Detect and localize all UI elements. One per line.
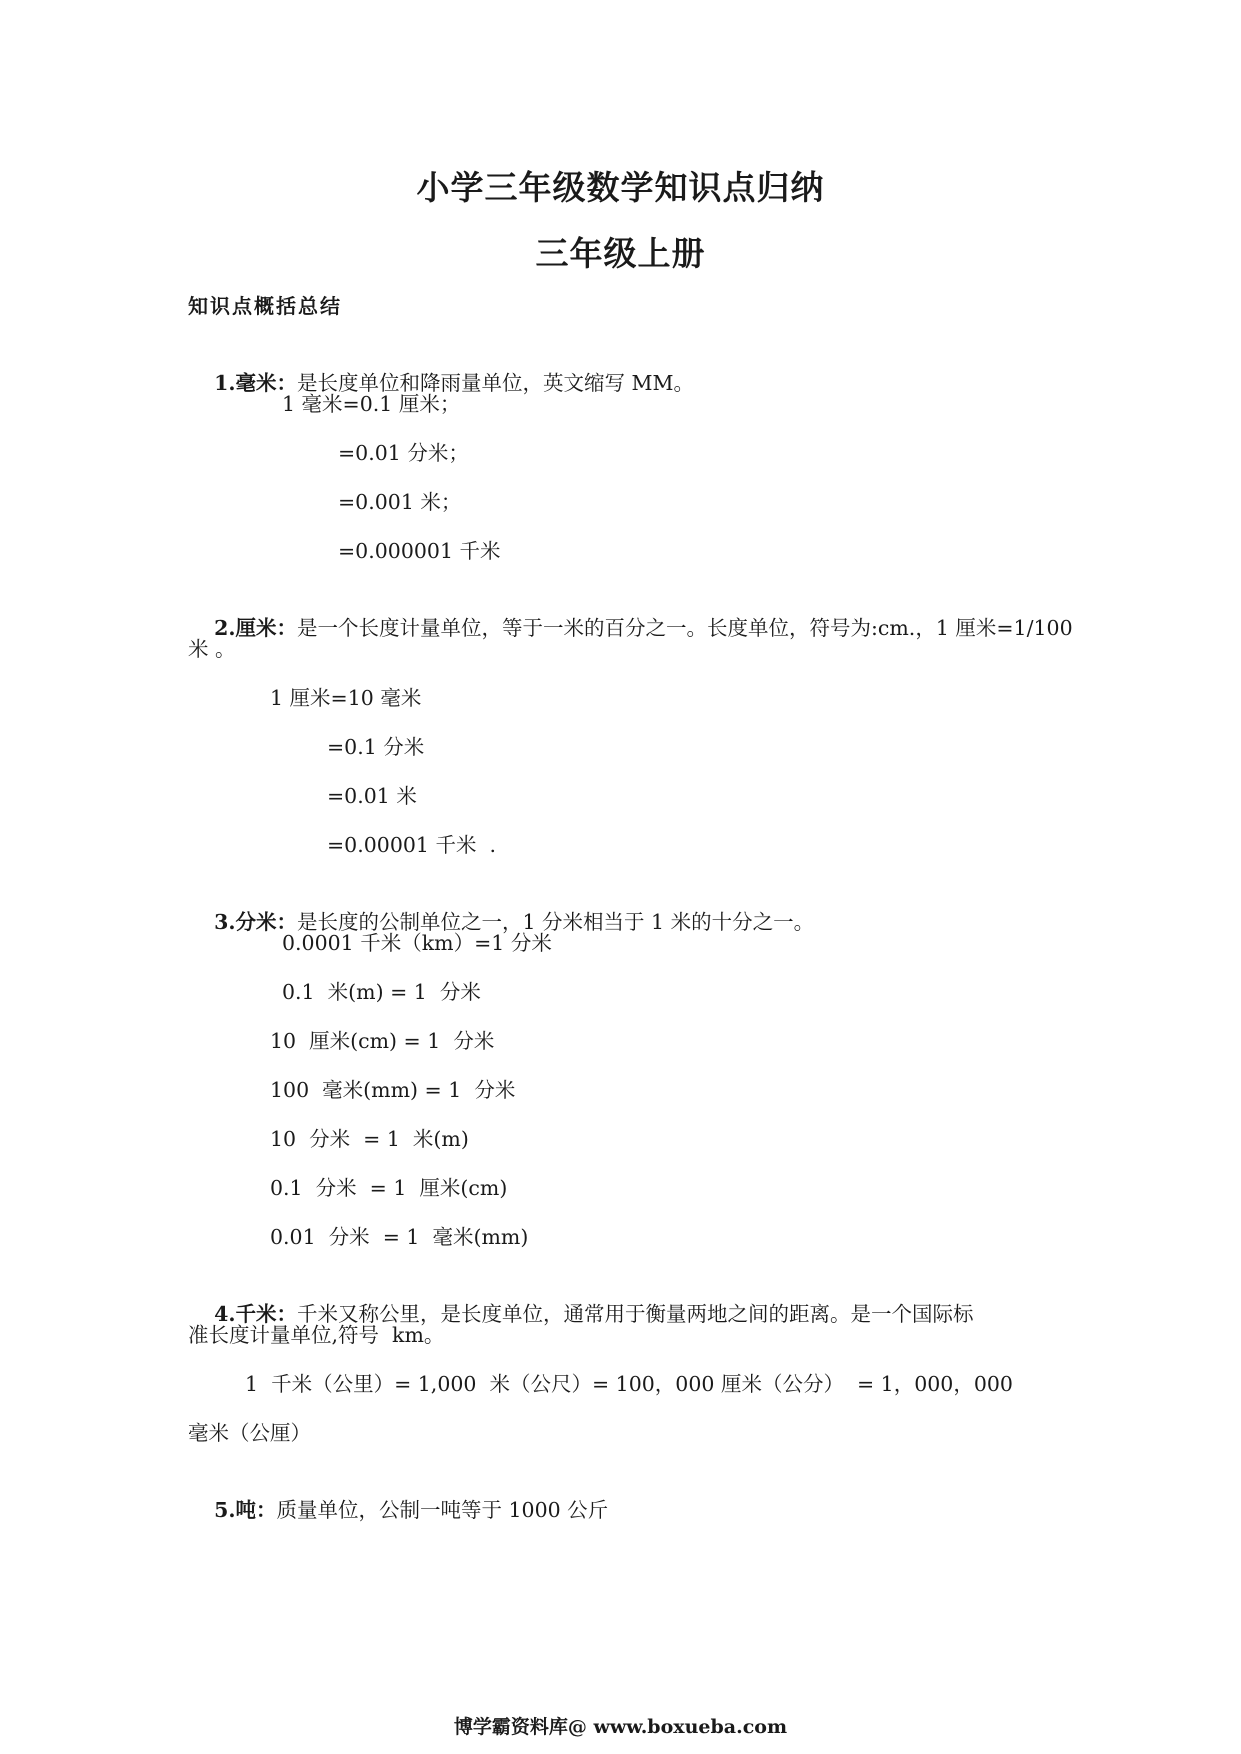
conversion-line: 1 千米（公里）= 1,000 米（公尺）= 100，000 厘米（公分） = 1，000，000 — [245, 1372, 1013, 1396]
conversion-line: =0.001 米； — [338, 490, 462, 514]
item-cm — [188, 586, 1073, 670]
item-term: 2.厘米： — [214, 616, 297, 640]
footer-watermark[interactable]: 博学霸资料库@ www.boxueba.com — [453, 1716, 788, 1738]
item-ton — [188, 1468, 608, 1552]
conversion-line: =0.1 分米 — [327, 735, 425, 759]
item-term: 1.毫米： — [214, 371, 297, 395]
conversion-line: =0.01 分米； — [338, 441, 469, 465]
item-desc: 是长度的公制单位之一，1 分米相当于 1 米的十分之一。 — [296, 910, 815, 934]
conversion-line: 1 毫米=0.1 厘米； — [282, 392, 461, 416]
conversion-line: =0.01 米 — [327, 784, 417, 808]
item-desc: 千米又称公里，是长度单位，通常用于衡量两地之间的距离。是一个国际标 — [296, 1302, 974, 1326]
conversion-line: 10 厘米(cm) = 1 分米 — [270, 1029, 495, 1053]
conversion-line: =0.00001 千米 . — [327, 833, 497, 857]
item-desc-continued: 米 。 — [188, 637, 236, 661]
item-desc: 是一个长度计量单位，等于一米的百分之一。长度单位，符号为:cm.，1 厘米=1/100 — [296, 616, 1073, 640]
page-subtitle: 三年级上册 — [535, 234, 706, 273]
item-desc-continued: 准长度计量单位,符号 km。 — [188, 1323, 445, 1347]
page-title: 小学三年级数学知识点归纳 — [416, 168, 825, 207]
conversion-line: 0.1 米(m) = 1 分米 — [282, 980, 481, 1004]
section-heading: 知识点概括总结 — [188, 294, 342, 318]
conversion-line: 10 分米 = 1 米(m) — [270, 1127, 469, 1151]
item-desc: 质量单位，公制一吨等于 1000 公斤 — [276, 1498, 609, 1522]
conversion-line: 1 厘米=10 毫米 — [270, 686, 422, 710]
conversion-line: =0.000001 千米 — [338, 539, 501, 563]
conversion-line: 毫米（公厘） — [188, 1421, 311, 1445]
conversion-line: 100 毫米(mm) = 1 分米 — [270, 1078, 516, 1102]
conversion-line: 0.1 分米 = 1 厘米(cm) — [270, 1176, 508, 1200]
conversion-line: 0.0001 千米（km）=1 分米 — [282, 931, 552, 955]
item-term: 5.吨： — [214, 1498, 277, 1522]
item-term: 4.千米： — [214, 1302, 297, 1326]
conversion-line: 0.01 分米 = 1 毫米(mm) — [270, 1225, 529, 1249]
item-desc: 是长度单位和降雨量单位，英文缩写 MM。 — [296, 371, 694, 395]
item-term: 3.分米： — [214, 910, 297, 934]
